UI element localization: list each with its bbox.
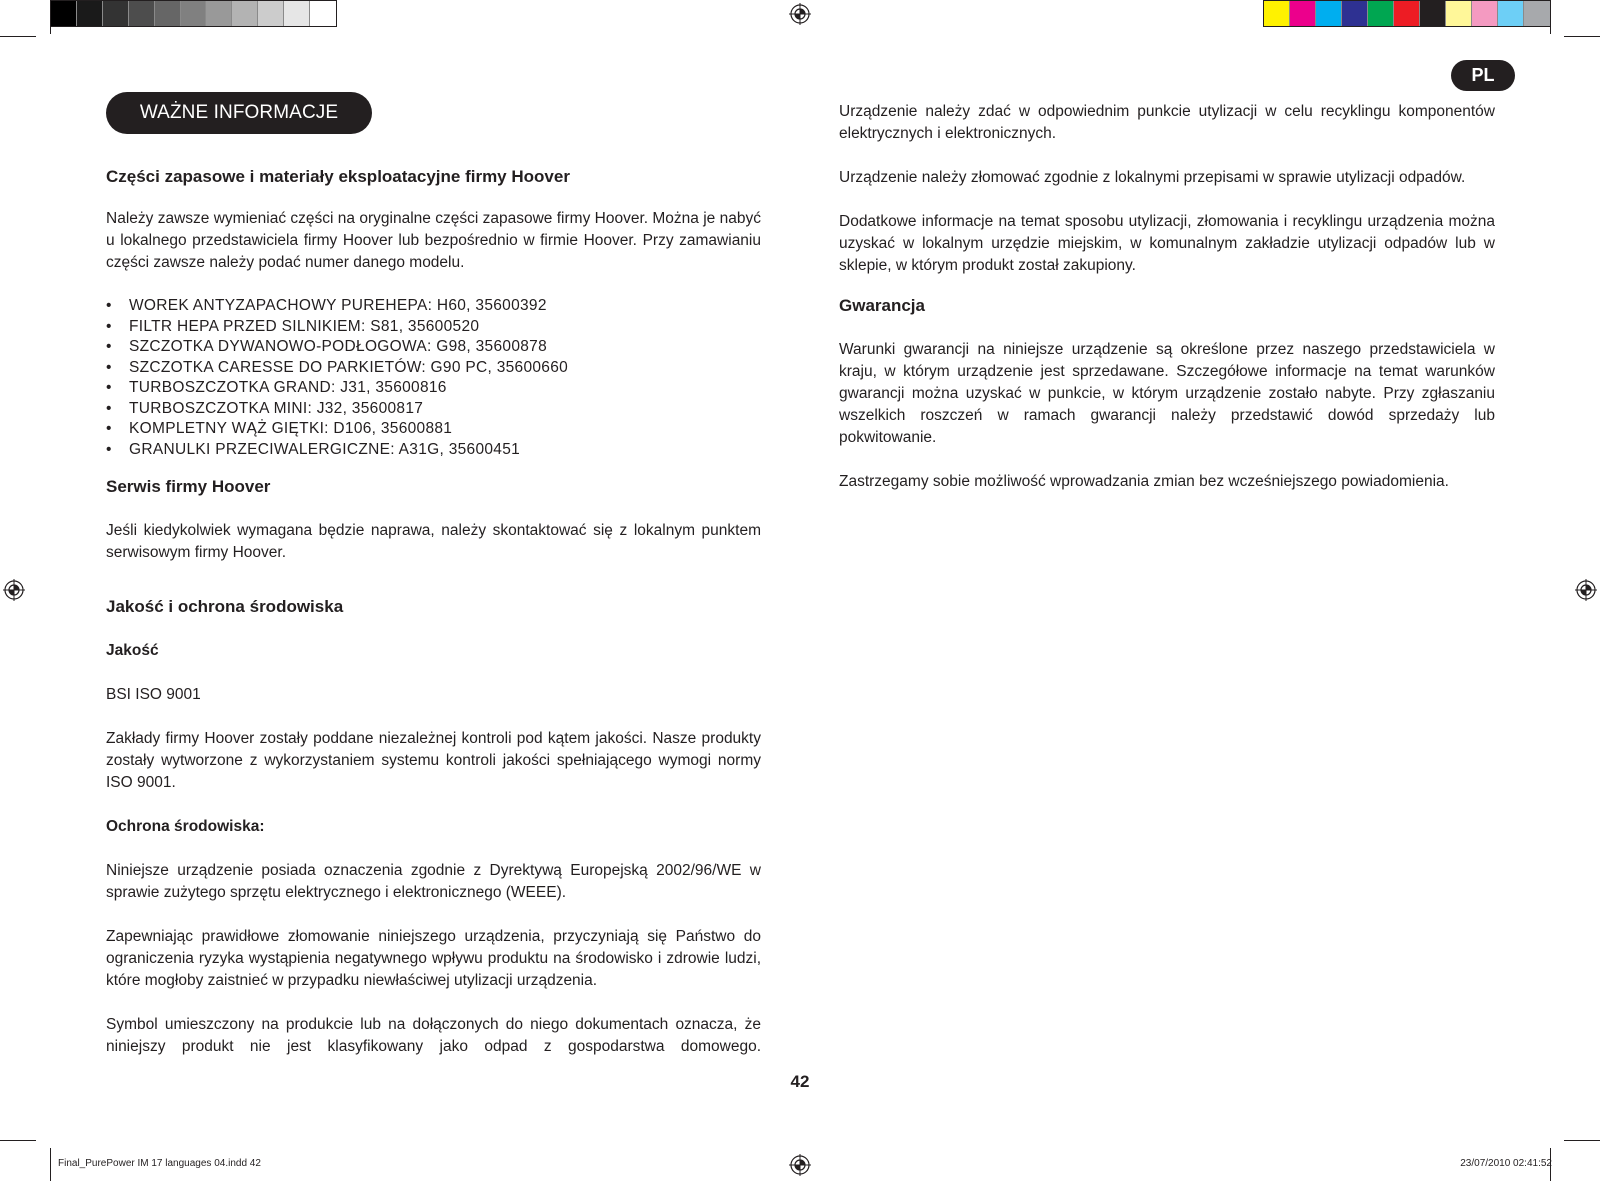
spare-parts-text: Należy zawsze wymieniać części na oryginalne części zapasowe firmy Hoover. Można je nabyć u lokalnego przedstawiciela firmy Hoover lub bezpośrednio w firmie Hoover. Przy zamawianiu części zawsze należy podać numer danego modelu.	[106, 210, 761, 271]
environment-text-weee: Niniejsze urządzenie posiada oznaczenia zgodnie z Dyrektywą Europejską 2002/96/WE w sprawie zużytego sprzętu elektrycznego i elektronicznego (WEEE).	[106, 862, 761, 901]
color-swatch	[206, 1, 232, 26]
color-swatch	[1394, 1, 1420, 26]
color-swatch	[1498, 1, 1524, 26]
crop-mark	[1564, 36, 1600, 37]
color-swatch	[310, 1, 336, 26]
warranty-heading: Gwarancja	[839, 296, 925, 315]
quality-env-heading: Jakość i ochrona środowiska	[106, 597, 344, 616]
language-badge: PL	[1451, 60, 1515, 91]
environment-text-symbol: Symbol umieszczony na produkcie lub na dołączonych do niego dokumentach oznacza, że niniejszy produkt nie jest klasyfikowany jako odpad z gospodarstwa domowego.	[106, 1016, 761, 1055]
list-item: • SZCZOTKA CARESSE DO PARKIETÓW: G90 PC, 35600660	[106, 358, 761, 379]
color-swatch	[1264, 1, 1290, 26]
warranty-text: Warunki gwarancji na niniejsze urządzenie są określone przez naszego przedstawiciela w kraju, w którym urządzenie jest sprzedawane. Szczegółowe informacje na temat warunków gwarancji można uzyskać w punkcie, w którym urządzenie zostało nabyte. Przy zgłaszaniu wszelkich roszczeń w ramach gwarancji należy przedstawić dowód sprzedaży lub pokwitowanie.	[839, 341, 1495, 446]
registration-mark-icon	[1575, 579, 1597, 601]
crop-mark	[0, 36, 36, 37]
environment-text-disposal: Zapewniając prawidłowe złomowanie niniejszego urządzenia, przyczyniają się Państwo do ograniczenia ryzyka wystąpienia negatywnego wpływu produktu na środowisko i zdrowie ludzi, które mogłoby zaistnieć w przypadku niewłaściwej utylizacji urządzenia.	[106, 928, 761, 989]
color-swatch	[1316, 1, 1342, 26]
list-item: • TURBOSZCZOTKA MINI: J32, 35600817	[106, 399, 761, 420]
color-swatch	[1368, 1, 1394, 26]
section-title-badge: WAŻNE INFORMACJE	[106, 92, 372, 134]
process-color-bar	[1263, 0, 1551, 27]
footer-file-name: Final_PurePower IM 17 languages 04.indd 42	[58, 1158, 261, 1169]
spare-parts-heading: Części zapasowe i materiały eksploatacyjne firmy Hoover	[106, 167, 570, 186]
color-swatch	[1524, 1, 1550, 26]
color-swatch	[181, 1, 207, 26]
list-item: • KOMPLETNY WĄŻ GIĘTKI: D106, 35600881	[106, 419, 761, 440]
list-item: • WOREK ANTYZAPACHOWY PUREHEPA: H60, 35600392	[106, 296, 761, 317]
iso-standard: BSI ISO 9001	[106, 686, 201, 703]
color-swatch	[77, 1, 103, 26]
color-swatch	[1446, 1, 1472, 26]
registration-mark-icon	[789, 3, 811, 25]
color-swatch	[232, 1, 258, 26]
spare-parts-list	[106, 296, 761, 460]
crop-mark	[0, 1140, 36, 1141]
disposal-text-local: Urządzenie należy złomować zgodnie z lokalnymi przepisami w sprawie utylizacji odpadów.	[839, 169, 1466, 186]
list-item: • SZCZOTKA DYWANOWO-PODŁOGOWA: G98, 35600878	[106, 337, 761, 358]
environment-subheading: Ochrona środowiska:	[106, 818, 265, 835]
color-swatch	[1342, 1, 1368, 26]
list-item: • GRANULKI PRZECIWALERGICZNE: A31G, 35600451	[106, 440, 761, 461]
service-text: Jeśli kiedykolwiek wymagana będzie naprawa, należy skontaktować się z lokalnym punktem serwisowym firmy Hoover.	[106, 522, 761, 561]
color-swatch	[155, 1, 181, 26]
registration-mark-icon	[3, 579, 25, 601]
disclaimer-text: Zastrzegamy sobie możliwość wprowadzania zmian bez wcześniejszego powiadomienia.	[839, 473, 1449, 490]
color-swatch	[258, 1, 284, 26]
color-swatch	[51, 1, 77, 26]
disposal-text-info: Dodatkowe informacje na temat sposobu utylizacji, złomowania i recyklingu urządzenia można uzyskać w lokalnym urzędzie miejskim, w komunalnym zakładzie utylizacji odpadów lub w sklepie, w którym produkt został zakupiony.	[839, 213, 1495, 274]
color-swatch	[1290, 1, 1316, 26]
quality-subheading: Jakość	[106, 642, 159, 659]
disposal-text-recycling: Urządzenie należy zdać w odpowiednim punkcie utylizacji w celu recyklingu komponentów elektrycznych i elektronicznych.	[839, 103, 1495, 142]
right-column	[839, 101, 1495, 515]
grayscale-color-bar	[50, 0, 337, 27]
color-swatch	[1420, 1, 1446, 26]
left-column	[106, 166, 761, 1080]
crop-mark	[1564, 1140, 1600, 1141]
footer-timestamp: 23/07/2010 02:41:52	[1460, 1158, 1552, 1169]
quality-text: Zakłady firmy Hoover zostały poddane niezależnej kontroli pod kątem jakości. Nasze produkty zostały wytworzone z wykorzystaniem systemu kontroli jakości spełniającego wymogi normy ISO 9001.	[106, 730, 761, 791]
page-number: 42	[790, 1072, 810, 1091]
service-heading: Serwis firmy Hoover	[106, 477, 271, 496]
color-swatch	[284, 1, 310, 26]
registration-mark-icon	[789, 1154, 811, 1176]
crop-mark	[50, 1148, 51, 1181]
color-swatch	[103, 1, 129, 26]
color-swatch	[129, 1, 155, 26]
list-item: • TURBOSZCZOTKA GRAND: J31, 35600816	[106, 378, 761, 399]
color-swatch	[1472, 1, 1498, 26]
list-item: • FILTR HEPA PRZED SILNIKIEM: S81, 35600520	[106, 317, 761, 338]
